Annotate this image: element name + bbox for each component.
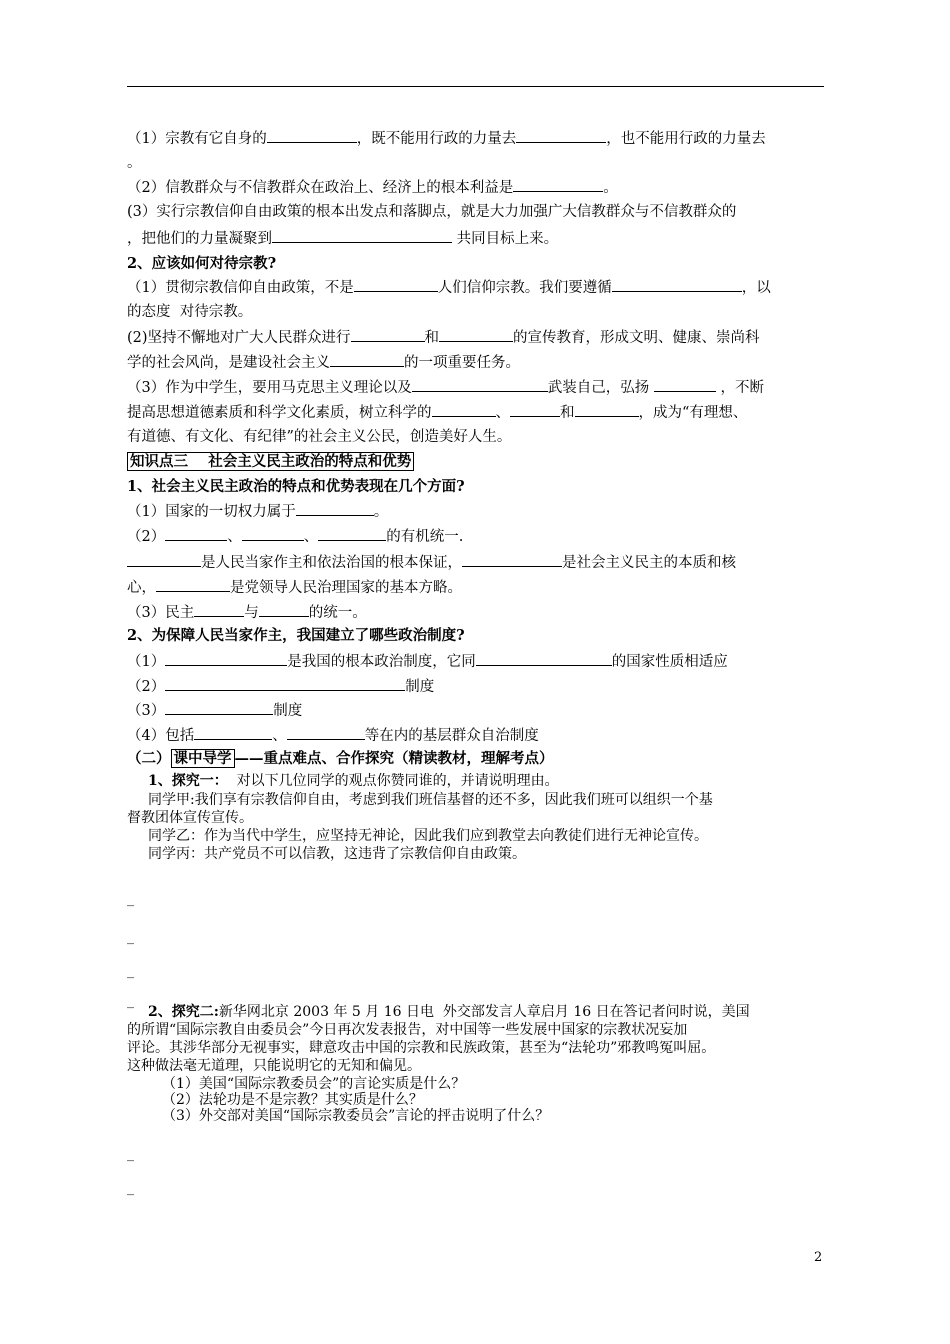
blank[interactable] [127, 552, 201, 567]
blank[interactable] [351, 327, 425, 342]
kp3-s4-line: （4）包括 、 等在内的基层群众自治制度 [127, 725, 539, 746]
blank[interactable] [287, 725, 365, 740]
blank[interactable] [510, 402, 560, 417]
section2-heading: （二） 课中导学 ——重点难点、合作探究（精读教材，理解考点） [127, 750, 554, 767]
blank[interactable] [462, 552, 562, 567]
h2q1-line-2: 的态度 对待宗教。 [127, 304, 253, 320]
blank[interactable] [354, 277, 438, 292]
blank[interactable] [476, 651, 612, 666]
blank[interactable] [516, 128, 606, 143]
student-b-line: 同学乙：作为当代中学生，应坚持无神论，因此我们应到教堂去向教徒们进行无神论宣传。 [148, 828, 708, 844]
kp3-title: 知识点三 社会主义民主政治的特点和优势 [127, 452, 414, 472]
blank[interactable] [165, 651, 287, 666]
answer-dash: _ [127, 1180, 134, 1196]
blank[interactable] [318, 526, 386, 541]
header-rule [127, 86, 824, 87]
kp3-q2-line-2: 是人民当家作主和依法治国的根本保证， 是社会主义民主的本质和核 [127, 552, 736, 573]
explore2-q2: （2）法轮功是不是宗教？其实质是什么？ [162, 1092, 423, 1108]
explore2-q3: （3）外交部对美国“国际宗教委员会”言论的抨击说明了什么？ [162, 1108, 550, 1124]
h2q3-line-1: （3）作为中学生，要用马克思主义理论以及 武装自己，弘扬 ，不断 [127, 377, 764, 398]
blank[interactable] [165, 676, 405, 691]
kp2-heading-2: 2、应该如何对待宗教? [127, 255, 277, 272]
answer-dash: _ [127, 1146, 134, 1162]
student-a-line-1: 同学甲:我们享有宗教信仰自由，考虑到我们班信基督的还不多，因此我们班可以组织一个基 [148, 792, 713, 808]
kp3-q3-line: （3）民主 与 的统一。 [127, 602, 367, 623]
h2q2-line-2: 学的社会风尚，是建设社会主义 的一项重要任务。 [127, 352, 520, 373]
student-a-line-2: 督教团体宣传宣传。 [127, 810, 253, 826]
blank[interactable] [194, 602, 244, 617]
explore2-line-1: 2、探究二:新华网北京 2003 年 5 月 16 日电 外交部发言人章启月 16 日在答记者问时说，美国 [148, 1004, 750, 1020]
blank[interactable] [439, 327, 513, 342]
kp3-s2-line: （2） 制度 [127, 676, 434, 697]
h2q1-line-1: （1）贯彻宗教信仰自由政策，不是 人们信仰宗教。我们要遵循 ，以 [127, 277, 771, 298]
blank[interactable] [513, 177, 603, 192]
q2-line: （2）信教群众与不信教群众在政治上、经济上的根本利益是 。 [127, 177, 618, 198]
blank[interactable] [272, 228, 452, 243]
blank[interactable] [156, 577, 230, 592]
blank[interactable] [575, 402, 639, 417]
explore2-q1: （1）美国“国际宗教委员会”的言论实质是什么？ [162, 1076, 466, 1092]
h2q2-line-1: (2)坚持不懈地对广大人民群众进行 和 的宣传教育，形成文明、健康、崇尚科 [127, 327, 760, 348]
blank[interactable] [242, 526, 304, 541]
blank[interactable] [259, 602, 309, 617]
blank[interactable] [194, 725, 272, 740]
explore2-line-2: 的所谓“国际宗教自由委员会”今日再次发表报告，对中国等一些发展中国家的宗教状况妄加 [127, 1022, 688, 1038]
answer-dash: _ [127, 993, 134, 1009]
kp3-s1-line: （1） 是我国的根本政治制度，它同 的国家性质相适应 [127, 651, 728, 672]
blank[interactable] [432, 402, 496, 417]
answer-dash: _ [127, 891, 134, 907]
kp3-heading-1: 1、社会主义民主政治的特点和优势表现在几个方面? [127, 478, 465, 495]
h2q3-line-3: 有道德、有文化、有纪律”的社会主义公民，创造美好人生。 [127, 429, 512, 445]
explore2-line-4: 这种做法毫无道理，只能说明它的无知和偏见。 [127, 1058, 421, 1074]
blank[interactable] [165, 700, 273, 715]
explore1-line: 1、探究一： 对以下几位同学的观点你赞同谁的，并请说明理由。 [148, 773, 559, 789]
kp3-q2-line-3: 心， 是党领导人民治理国家的基本方略。 [127, 577, 462, 598]
student-c-line: 同学丙：共产党员不可以信教，这违背了宗教信仰自由政策。 [148, 846, 526, 862]
q1-line-1: （1）宗教有它自身的 ，既不能用行政的力量去 ，也不能用行政的力量去 [127, 128, 766, 149]
q3-line-1: (3）实行宗教信仰自由政策的根本出发点和落脚点，就是大力加强广大信教群众与不信教群众的 [127, 204, 737, 220]
answer-dash: _ [127, 963, 134, 979]
kp3-heading-2: 2、为保障人民当家作主，我国建立了哪些政治制度? [127, 627, 465, 644]
blank[interactable] [267, 128, 357, 143]
blank[interactable] [165, 526, 227, 541]
page-number: 2 [814, 1250, 823, 1265]
blank[interactable] [654, 377, 716, 392]
blank[interactable] [296, 501, 374, 516]
q1-line-2: 。 [127, 155, 142, 171]
explore2-line-3: 评论。其涉华部分无视事实，肆意攻击中国的宗教和民族政策，甚至为“法轮功”邪教鸣冤叫屈。 [127, 1040, 716, 1056]
blank[interactable] [412, 377, 548, 392]
kp3-q1-line: （1）国家的一切权力属于 。 [127, 501, 388, 522]
q3-line-2: ，把他们的力量凝聚到 共同目标上来。 [127, 228, 558, 249]
answer-dash: _ [127, 929, 134, 945]
h2q3-line-2: 提高思想道德素质和科学文化素质，树立科学的 、 和 ，成为“有理想、 [127, 402, 747, 423]
kp3-q2-line-1: （2） 、 、 的有机统一. [127, 526, 463, 547]
blank[interactable] [330, 352, 404, 367]
kp3-s3-line: （3） 制度 [127, 700, 302, 721]
blank[interactable] [612, 277, 742, 292]
